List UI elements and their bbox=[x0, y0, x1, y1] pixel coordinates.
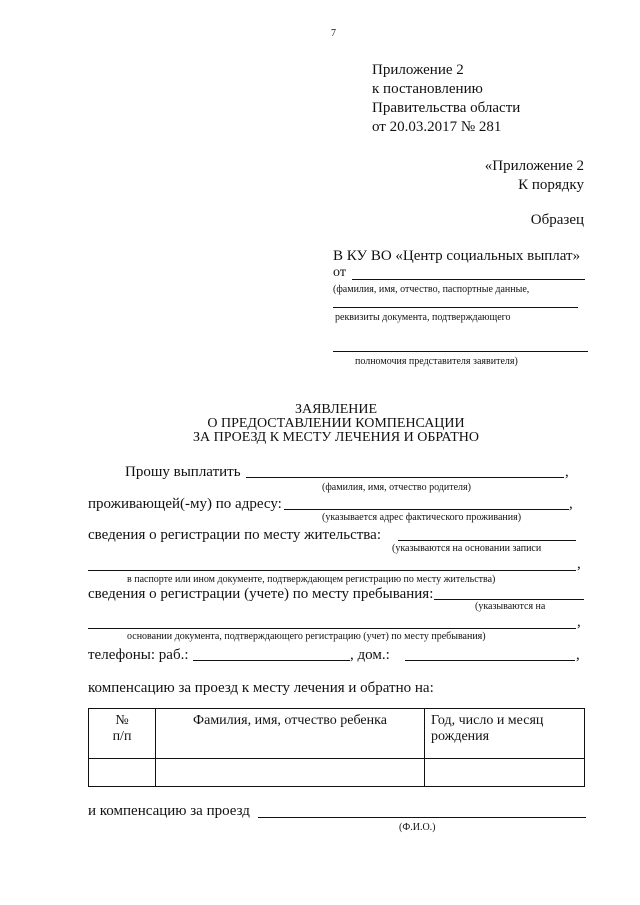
addressee-from-label: от bbox=[333, 265, 346, 280]
appendix-line-1: Приложение 2 bbox=[372, 62, 464, 78]
addressee-hint-3: полномочия представителя заявителя) bbox=[355, 356, 518, 367]
work-phone-field[interactable] bbox=[193, 660, 350, 661]
phones-comma: , bbox=[576, 647, 580, 663]
addressee-line-3[interactable] bbox=[333, 351, 588, 352]
row-birth-date-cell[interactable] bbox=[425, 759, 585, 787]
residence-hint-1: (указываются на основании записи bbox=[392, 543, 542, 554]
compensation-label: компенсацию за проезд к месту лечения и обратно на: bbox=[88, 680, 434, 696]
header-child-name: Фамилия, имя, отчество ребенка bbox=[156, 709, 425, 759]
request-label: Прошу выплатить bbox=[125, 464, 241, 480]
fio-hint: (Ф.И.О.) bbox=[399, 822, 436, 833]
address-comma: , bbox=[569, 496, 573, 512]
parent-name-field[interactable] bbox=[246, 477, 564, 478]
stay-hint-2: основании документа, подтверждающего регистрацию (учет) по месту пребывания) bbox=[127, 631, 486, 642]
row-number-cell[interactable] bbox=[89, 759, 156, 787]
address-label: проживающей(-му) по адресу: bbox=[88, 496, 282, 512]
table-header-row bbox=[89, 709, 585, 759]
stay-field[interactable] bbox=[434, 599, 584, 600]
home-phone-label: , дом.: bbox=[350, 647, 390, 663]
stay-comma: , bbox=[577, 614, 581, 630]
address-hint: (указывается адрес фактического проживания) bbox=[322, 512, 522, 523]
phones-label: телефоны: раб.: bbox=[88, 647, 189, 663]
and-compensation-label: и компенсацию за проезд bbox=[88, 803, 250, 819]
title-line-3: ЗА ПРОЕЗД К МЕСТУ ЛЕЧЕНИЯ И ОБРАТНО bbox=[192, 430, 480, 445]
residence-field[interactable] bbox=[398, 540, 576, 541]
table-row bbox=[89, 759, 585, 787]
appendix-line-2: к постановлению bbox=[372, 81, 483, 97]
addressee-from-line[interactable] bbox=[352, 279, 585, 280]
addressee-to: В КУ ВО «Центр социальных выплат» bbox=[333, 248, 581, 264]
header-birth-date: Год, число и месяц рождения bbox=[425, 709, 585, 759]
addressee-hint-1: (фамилия, имя, отчество, паспортные данные, bbox=[333, 284, 530, 295]
sample-label: Образец bbox=[530, 212, 584, 228]
residence-label: сведения о регистрации по месту жительства: bbox=[88, 527, 381, 543]
children-table bbox=[88, 708, 585, 787]
residence-comma: , bbox=[577, 556, 581, 572]
sub-appendix-line-2: К порядку bbox=[518, 177, 584, 193]
residence-hint-2: в паспорте или ином документе, подтверждающем регистрацию по месту жительства) bbox=[127, 574, 496, 585]
appendix-line-3: Правительства области bbox=[372, 100, 521, 116]
addressee-line-2[interactable] bbox=[333, 307, 578, 308]
stay-hint-1: (указываются на bbox=[475, 601, 546, 612]
sub-appendix-line-1: «Приложение 2 bbox=[484, 158, 584, 174]
address-field[interactable] bbox=[284, 509, 569, 510]
request-hint: (фамилия, имя, отчество родителя) bbox=[322, 482, 471, 493]
title-line-1: ЗАЯВЛЕНИЕ bbox=[294, 402, 378, 417]
row-child-name-cell[interactable] bbox=[156, 759, 425, 787]
page-number: 7 bbox=[331, 28, 336, 39]
addressee-hint-2: реквизиты документа, подтверждающего bbox=[335, 312, 511, 323]
title-line-2: О ПРЕДОСТАВЛЕНИИ КОМПЕНСАЦИИ bbox=[207, 416, 465, 431]
stay-field-2[interactable] bbox=[88, 628, 576, 629]
appendix-line-4: от 20.03.2017 № 281 bbox=[372, 119, 502, 135]
stay-label: сведения о регистрации (учете) по месту пребывания: bbox=[88, 586, 434, 602]
request-comma: , bbox=[565, 464, 569, 480]
home-phone-field[interactable] bbox=[405, 660, 575, 661]
accompanying-person-field[interactable] bbox=[258, 817, 586, 818]
header-number: № п/п bbox=[89, 709, 156, 759]
residence-field-2[interactable] bbox=[88, 570, 576, 571]
